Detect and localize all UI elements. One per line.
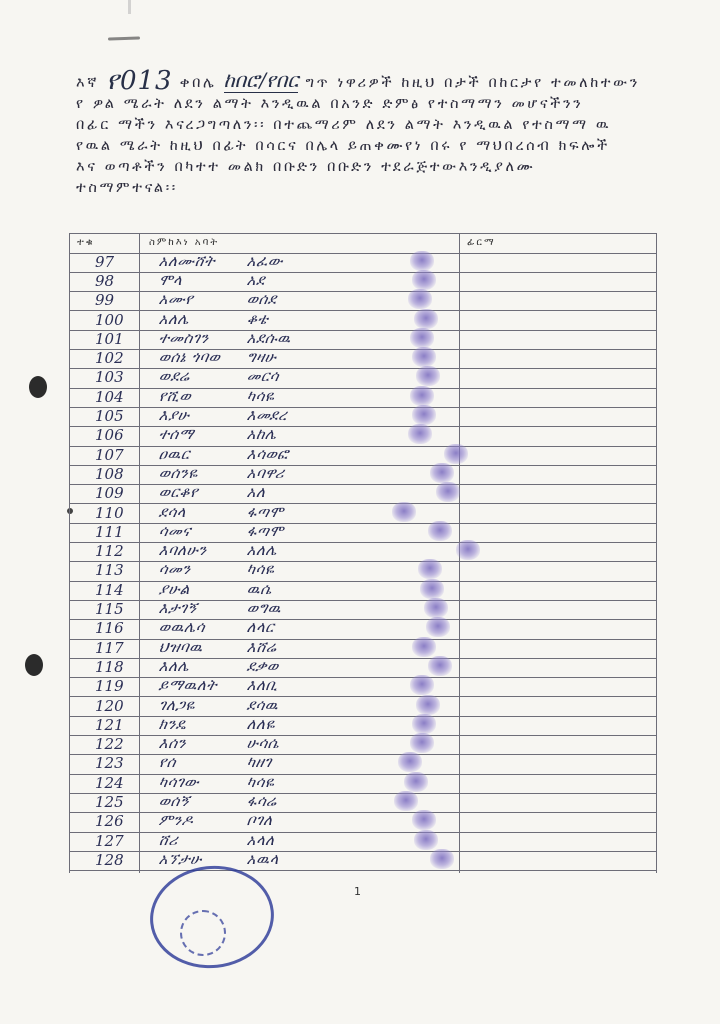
signer-father-name: አዉላ [245,849,281,868]
table-row [69,677,657,697]
thumbprint-signature [412,810,436,830]
table-row [69,504,657,524]
signer-father-name: እለቢ [245,676,280,695]
row-number: 117 [95,638,124,657]
signer-father-name: ካሳዬ [245,560,276,579]
row-number: 126 [95,812,124,831]
thumbprint-signature [428,521,452,541]
thumbprint-signature [410,733,434,753]
row-number: 115 [95,600,124,618]
table-row [69,658,657,678]
thumbprint-signature [404,772,428,792]
page-number: 1 [354,885,361,898]
signer-name [158,464,286,482]
signer-father-name: ቦገለ [245,811,275,830]
row-number: 102 [95,349,124,368]
signer-name [158,252,285,270]
row-number: 128 [95,850,124,869]
table-row [69,349,657,369]
signer-name [158,734,281,752]
signer-father-name: ግዛሁ [245,348,278,367]
table-row [69,311,657,331]
table-row [69,851,657,871]
table-row [69,426,657,446]
signer-name [158,773,276,791]
signer-name [158,831,276,849]
signer-name [158,503,285,521]
header-number: ተቁ [77,237,95,248]
signer-father-name: ፋጣሞ [245,521,285,540]
row-number: 122 [95,735,124,754]
signer-name [158,792,279,810]
signer-father-name: አለ [245,483,267,502]
signer-first-name: ገለጋዬ [157,695,197,714]
thumbprint-signature [430,463,454,483]
header-line-6: ተስማምተናል፡፡ [76,180,178,196]
row-number: 111 [95,522,124,541]
row-number: 114 [95,580,124,599]
row-number: 123 [95,754,124,773]
thumbprint-signature [456,540,480,560]
table-row [69,735,657,755]
thumbprint-signature [436,482,460,502]
thumbprint-signature [392,502,416,522]
row-number: 98 [95,271,115,290]
signer-first-name: ወደሬ [157,367,192,386]
official-stamp-seal [180,910,226,956]
thumbprint-signature [410,675,434,695]
thumbprint-signature [410,386,434,406]
row-number: 125 [95,793,124,811]
table-row [69,272,657,292]
signer-first-name: አለሙሸት [157,251,217,270]
signer-father-name: ለላር [245,618,276,637]
signer-first-name: እለሌ [157,656,191,675]
table-row [69,832,657,852]
header-line-1-rest: ግጥ ነዋሪዎች ከዚህ በታች በከርታየ ተመለከተውን [305,75,640,91]
header-line-5: እና ወጣቶችን በካተተ መልክ በቡድን በቡድን ተደራጅተውእንዲያለሙ [76,159,536,175]
signer-first-name: ካሳገው [157,772,201,791]
thumbprint-signature [412,270,436,290]
table-row [69,716,657,736]
signer-father-name: አለሌ [245,541,279,560]
signer-name [158,599,283,617]
thumbprint-signature [420,579,444,599]
thumbprint-signature [444,444,468,464]
signer-name [158,483,267,501]
punch-hole [25,654,43,676]
table-row [69,465,657,485]
row-number: 104 [95,387,124,406]
signer-father-name: ካሳዬ [245,386,276,405]
table-row [69,812,657,832]
signer-first-name: የሰ [157,753,178,772]
signer-father-name: ወሰደ [245,290,278,309]
header-name: ስምከእነ አባት [149,237,220,248]
row-number: 121 [95,715,124,734]
thumbprint-signature [424,598,448,618]
signer-first-name: ደሳላ [157,502,188,521]
signer-father-name: እሸሬ [245,637,279,656]
table-header-row [69,233,657,254]
table-row [69,368,657,388]
signer-father-name: አደሱዉ [245,328,293,347]
signer-first-name: ምንዶ [157,811,195,830]
table-row [69,291,657,311]
table-row [69,330,657,350]
header-line-3: በፊር ማችን እናረጋግጣለን፡፡ በተጨማሪም ለደን ልማት እንዲዉል የተስማማ ዉ [76,117,612,133]
table-row [69,793,657,813]
table-row [69,619,657,639]
signer-father-name: ቆቴ [245,309,270,328]
punch-hole [29,376,47,398]
table-row [69,697,657,717]
row-number: 120 [95,696,124,715]
signer-first-name: የሺወ [157,386,193,405]
signer-father-name: ሁሳሴ [245,734,281,753]
table-row [69,600,657,620]
header-line-4: የዉል ሜራት ከዚህ በፊት በሳርና በሌላ ይጠቀሙየነ በሩ የ ማህበረሰብ ክፍሎች [76,138,610,154]
signer-name [158,522,285,540]
signer-first-name: ተሰማ [157,425,196,444]
signer-father-name: እሳወፎ [245,444,290,463]
signer-first-name: ወሰኔ ጎባወ [157,348,222,367]
signer-father-name: ካሳዬ [245,772,276,791]
signer-name [158,676,280,694]
thumbprint-signature [394,791,418,811]
thumbprint-signature [412,405,436,425]
signer-first-name: እባለሁን [157,541,208,560]
header-kebele: ቀበሌ [179,75,217,91]
header-line-2: የ ዎል ሜራት ለደን ልማት እንዲዉል በአንድ ድምፅ የተስማማን መሆናችንን [76,96,584,112]
signer-name [158,329,293,347]
agreement-text [76,66,676,199]
signer-name [158,753,273,771]
header-line-1 [76,66,676,96]
thumbprint-signature [426,617,450,637]
thumbprint-signature [412,347,436,367]
thumbprint-signature [428,656,452,676]
signer-first-name: ሳመን [157,560,193,579]
table-row [69,523,657,543]
signer-name [158,425,278,443]
signer-first-name: አለሌ [157,309,191,328]
signer-first-name: ሞላ [157,270,184,289]
thumbprint-signature [412,714,436,734]
signer-name [158,271,266,289]
row-number: 103 [95,368,124,387]
signer-first-name: ወርቆየ [157,483,200,502]
row-number: 100 [95,310,124,329]
row-number: 124 [95,773,124,792]
handwritten-organization: ከበሮ/የበር [223,68,299,92]
signer-first-name: ወዉሌሳ [157,618,207,637]
thumbprint-signature [412,637,436,657]
signer-father-name: ዉሴ [245,579,274,598]
row-number: 119 [95,677,124,696]
signer-first-name: እሰን [157,734,188,753]
signer-name [158,445,290,463]
thumbprint-signature [418,559,442,579]
row-number: 97 [95,252,115,271]
row-number: 127 [95,831,124,850]
signer-name [158,560,276,578]
row-number: 110 [95,503,124,522]
signer-father-name: መርሳ [245,367,281,386]
signer-name [158,310,270,328]
signer-father-name: ፋጣሞ [245,502,285,521]
signer-first-name: ክንዴ [157,714,188,733]
row-number: 109 [95,484,124,503]
signer-name [158,580,274,598]
thumbprint-signature [416,366,440,386]
row-number: 116 [95,619,124,638]
pencil-mark [128,0,131,14]
signer-name [158,290,278,308]
signer-first-name: አሙየ [157,290,195,309]
table-row [69,754,657,774]
signer-first-name: አኘታሁ [157,849,204,868]
row-number: 108 [95,464,124,483]
row-number: 106 [95,426,124,445]
signer-first-name: እታገኝ [157,599,199,617]
table-row [69,446,657,466]
row-number: 118 [95,657,124,676]
signer-first-name: እያሁ [157,406,191,424]
signer-name [158,387,276,405]
signer-father-name: ወግዉ [245,599,283,617]
thumbprint-signature [408,289,432,309]
signer-name [158,348,278,366]
thumbprint-signature [410,251,434,271]
pencil-mark [108,36,140,40]
table-row [69,542,657,562]
signer-first-name: ወሰንዬ [157,463,200,482]
signer-first-name: ተመስገን [157,328,210,347]
signer-father-name: አላለ [245,830,277,849]
thumbprint-signature [416,695,440,715]
row-number: 99 [95,291,115,310]
table-row [69,407,657,427]
signer-father-name: ደቃወ [245,656,281,675]
row-number: 113 [95,561,124,580]
table-row [69,774,657,794]
thumbprint-signature [414,309,438,329]
thumbprint-signature [430,849,454,869]
signer-name [158,541,279,559]
thumbprint-signature [408,424,432,444]
header-signature: ፊርማ [467,237,496,248]
signer-first-name: ሳመና [157,521,193,540]
signer-first-name: ይማዉለት [157,676,219,695]
signer-name [158,367,281,385]
signer-name [158,657,280,675]
signer-first-name: ያሁል [157,579,192,598]
thumbprint-signature [410,328,434,348]
signer-father-name: አደ [245,270,267,289]
signer-first-name: ሸሪ [157,830,180,849]
signer-father-name: ካዘገ [245,753,273,772]
signer-name [158,618,276,636]
signer-father-name: አከሌ [245,425,278,444]
signer-name [158,696,280,714]
table-row [69,253,657,273]
signer-father-name: ደሳዉ [245,695,280,714]
row-number: 105 [95,407,124,425]
signer-first-name: ወሰኝ [157,792,191,810]
signer-father-name: ለለዬ [245,714,277,733]
table-row [69,484,657,504]
thumbprint-signature [414,830,438,850]
table-row [69,639,657,659]
signer-father-name: ፋሳሬ [245,792,279,810]
signer-name [158,715,277,733]
header-prefix: እኛ [76,75,100,91]
signer-father-name: እመደረ [245,406,289,424]
table-row [69,388,657,408]
signer-name [158,638,278,656]
signer-father-name: አፈው [245,251,285,270]
handwritten-id: የ013 [106,66,173,96]
row-number: 107 [95,445,124,464]
table-row [69,581,657,601]
row-number: 112 [95,542,124,561]
row-number: 101 [95,329,124,348]
signer-name [158,811,274,829]
signer-first-name: ህዝባዉ [157,637,205,656]
signature-table [69,233,657,873]
thumbprint-signature [398,752,422,772]
table-row [69,561,657,581]
signer-name [158,406,289,424]
signer-first-name: ዐዉር [157,444,192,463]
signer-father-name: አባዋሪ [245,463,286,482]
